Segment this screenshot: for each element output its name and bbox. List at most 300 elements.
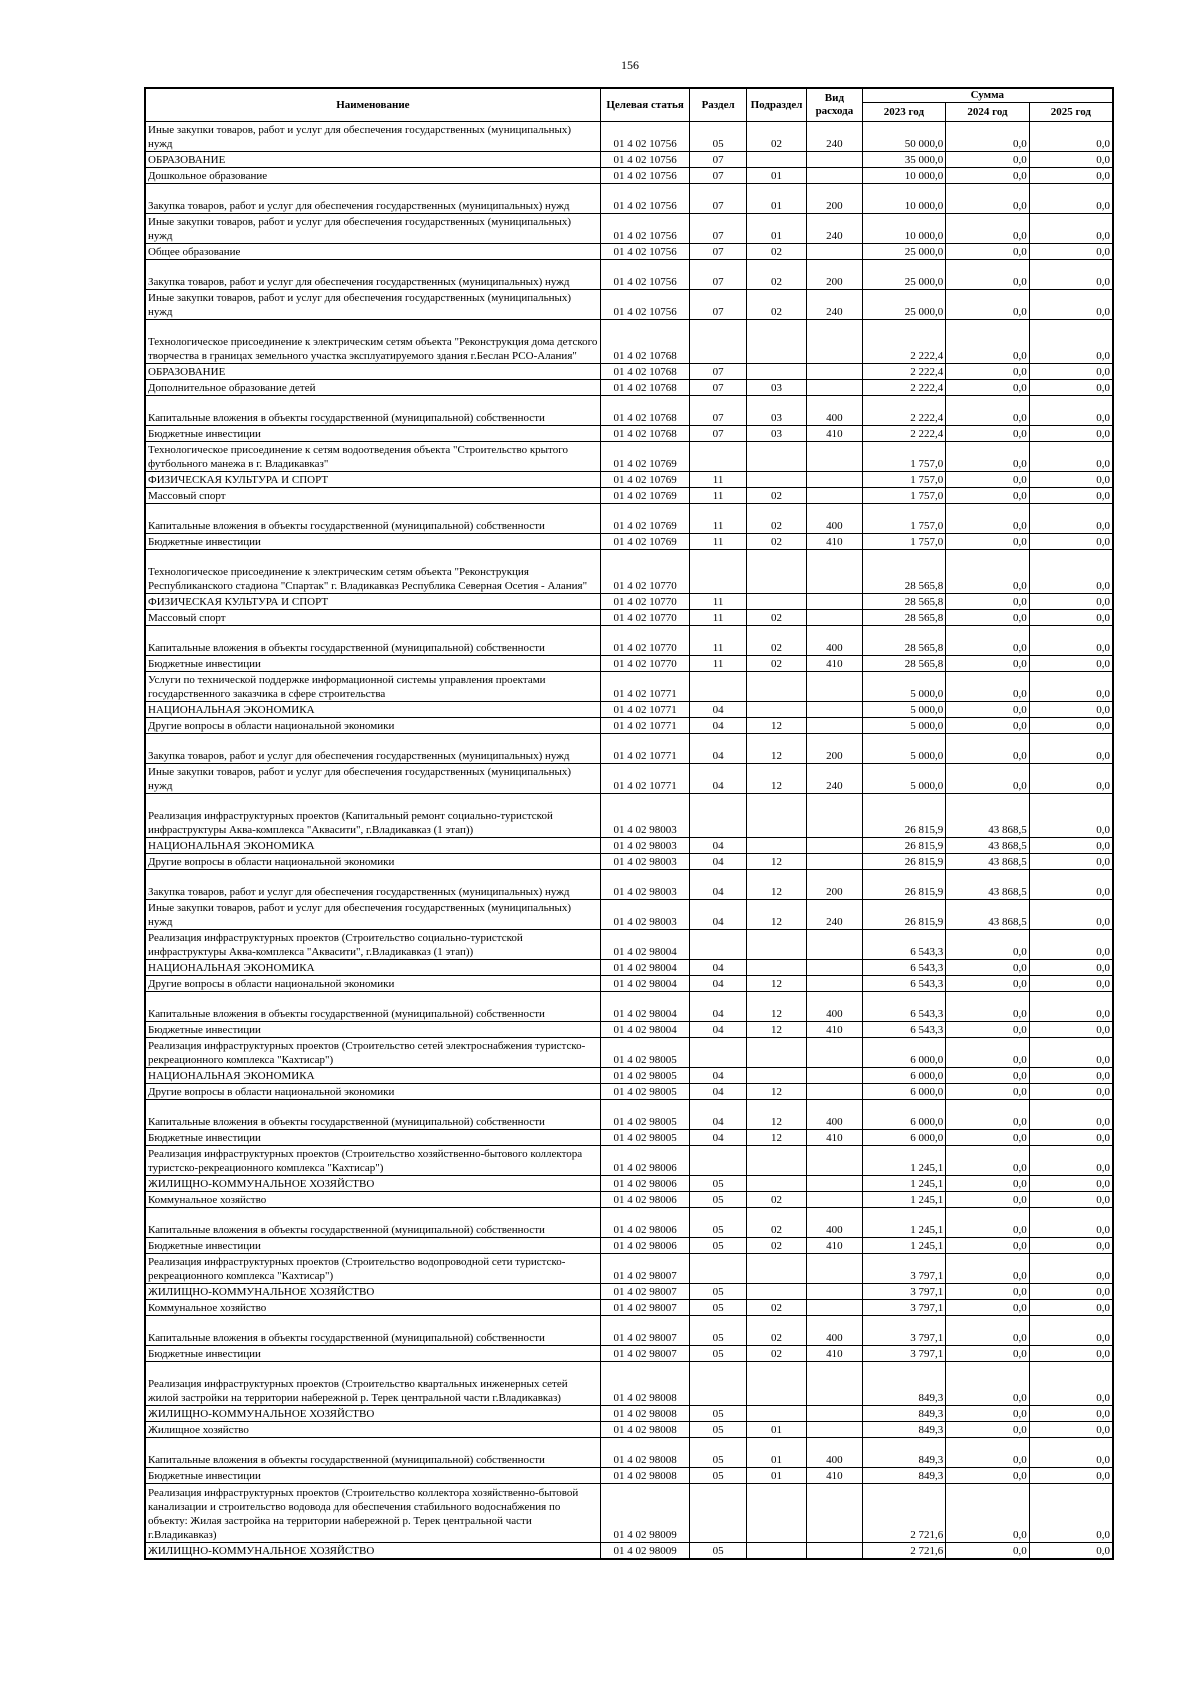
cell-amount-2025: 0,0: [1029, 472, 1113, 488]
cell-amount-2025: 0,0: [1029, 364, 1113, 380]
cell-subsection: 03: [746, 396, 806, 426]
cell-expense-type: [807, 1192, 862, 1208]
cell-name: Бюджетные инвестиции: [145, 1468, 600, 1484]
cell-expense-type: 200: [807, 184, 862, 214]
cell-section: 11: [690, 626, 746, 656]
cell-amount-2024: 0,0: [946, 534, 1030, 550]
cell-amount-2023: 35 000,0: [862, 152, 946, 168]
table-row: [145, 794, 1113, 838]
cell-section: 11: [690, 488, 746, 504]
cell-name: Капитальные вложения в объекты государственной (муниципальной) собственности: [145, 1316, 600, 1346]
cell-expense-type: [807, 488, 862, 504]
cell-target-article: 01 4 02 10768: [600, 320, 690, 364]
table-row: [145, 992, 1113, 1022]
table-row: [145, 900, 1113, 930]
cell-subsection: [746, 550, 806, 594]
cell-subsection: 02: [746, 1346, 806, 1362]
cell-amount-2024: 0,0: [946, 122, 1030, 152]
cell-amount-2023: 26 815,9: [862, 900, 946, 930]
cell-amount-2023: 5 000,0: [862, 734, 946, 764]
cell-target-article: 01 4 02 98005: [600, 1130, 690, 1146]
cell-name: Дополнительное образование детей: [145, 380, 600, 396]
cell-section: 04: [690, 992, 746, 1022]
cell-target-article: 01 4 02 10769: [600, 488, 690, 504]
header-section: Раздел: [690, 88, 746, 122]
cell-amount-2023: 6 000,0: [862, 1100, 946, 1130]
cell-subsection: [746, 594, 806, 610]
cell-amount-2025: 0,0: [1029, 184, 1113, 214]
cell-name: Иные закупки товаров, работ и услуг для обеспечения государственных (муниципальных) нужд: [145, 764, 600, 794]
cell-amount-2023: 3 797,1: [862, 1254, 946, 1284]
table-row: [145, 1468, 1113, 1484]
table-row: [145, 364, 1113, 380]
cell-section: 11: [690, 610, 746, 626]
cell-name: Жилищное хозяйство: [145, 1422, 600, 1438]
cell-amount-2023: 3 797,1: [862, 1346, 946, 1362]
cell-subsection: 12: [746, 1100, 806, 1130]
cell-subsection: 02: [746, 626, 806, 656]
cell-amount-2024: 43 868,5: [946, 838, 1030, 854]
cell-expense-type: [807, 976, 862, 992]
cell-name: ОБРАЗОВАНИЕ: [145, 364, 600, 380]
cell-name: Реализация инфраструктурных проектов (Строительство водопроводной сети туристско-рекреационного комплекса "Кахтисар"): [145, 1254, 600, 1284]
cell-amount-2023: 849,3: [862, 1406, 946, 1422]
cell-expense-type: [807, 930, 862, 960]
table-row: [145, 1084, 1113, 1100]
cell-section: 11: [690, 504, 746, 534]
cell-name: Дошкольное образование: [145, 168, 600, 184]
cell-name: Общее образование: [145, 244, 600, 260]
cell-expense-type: [807, 1422, 862, 1438]
cell-amount-2025: 0,0: [1029, 1022, 1113, 1038]
cell-expense-type: 400: [807, 1316, 862, 1346]
header-sum: Сумма: [862, 88, 1113, 103]
cell-amount-2023: 25 000,0: [862, 260, 946, 290]
cell-name: ЖИЛИЩНО-КОММУНАЛЬНОЕ ХОЗЯЙСТВО: [145, 1284, 600, 1300]
cell-subsection: 12: [746, 734, 806, 764]
cell-amount-2025: 0,0: [1029, 550, 1113, 594]
cell-section: 11: [690, 594, 746, 610]
cell-section: 07: [690, 426, 746, 442]
cell-subsection: [746, 472, 806, 488]
cell-name: Закупка товаров, работ и услуг для обеспечения государственных (муниципальных) нужд: [145, 184, 600, 214]
cell-amount-2023: 10 000,0: [862, 214, 946, 244]
cell-section: 11: [690, 534, 746, 550]
cell-amount-2023: 849,3: [862, 1468, 946, 1484]
table-body: [145, 122, 1113, 1560]
table-row: [145, 488, 1113, 504]
cell-amount-2024: 0,0: [946, 626, 1030, 656]
cell-amount-2023: 6 000,0: [862, 1130, 946, 1146]
table-row: [145, 870, 1113, 900]
cell-expense-type: [807, 244, 862, 260]
table-row: [145, 260, 1113, 290]
cell-subsection: 03: [746, 380, 806, 396]
cell-amount-2023: 2 222,4: [862, 364, 946, 380]
cell-target-article: 01 4 02 98008: [600, 1362, 690, 1406]
cell-target-article: 01 4 02 98006: [600, 1238, 690, 1254]
cell-target-article: 01 4 02 98008: [600, 1468, 690, 1484]
cell-name: Бюджетные инвестиции: [145, 1238, 600, 1254]
cell-amount-2023: 5 000,0: [862, 764, 946, 794]
cell-amount-2024: 0,0: [946, 1300, 1030, 1316]
cell-subsection: [746, 1543, 806, 1560]
cell-expense-type: 410: [807, 1130, 862, 1146]
cell-target-article: 01 4 02 10768: [600, 364, 690, 380]
cell-section: 05: [690, 1208, 746, 1238]
cell-expense-type: 200: [807, 870, 862, 900]
cell-target-article: 01 4 02 98007: [600, 1284, 690, 1300]
cell-expense-type: 400: [807, 504, 862, 534]
cell-amount-2024: 0,0: [946, 1192, 1030, 1208]
cell-subsection: 03: [746, 426, 806, 442]
cell-section: [690, 672, 746, 702]
table-row: [145, 702, 1113, 718]
cell-section: [690, 320, 746, 364]
cell-amount-2024: 0,0: [946, 1254, 1030, 1284]
table-row: [145, 960, 1113, 976]
cell-name: Иные закупки товаров, работ и услуг для обеспечения государственных (муниципальных) нужд: [145, 290, 600, 320]
cell-target-article: 01 4 02 10756: [600, 260, 690, 290]
cell-section: 04: [690, 900, 746, 930]
cell-name: Капитальные вложения в объекты государственной (муниципальной) собственности: [145, 1100, 600, 1130]
cell-name: Технологическое присоединение к электрическим сетям объекта "Реконструкция дома детского творчества в границах земельного участка эксплуатируемого здания г.Беслан РСО-Алания": [145, 320, 600, 364]
cell-amount-2024: 43 868,5: [946, 794, 1030, 838]
cell-subsection: 12: [746, 976, 806, 992]
cell-section: 07: [690, 168, 746, 184]
cell-target-article: 01 4 02 10756: [600, 122, 690, 152]
cell-amount-2025: 0,0: [1029, 594, 1113, 610]
cell-target-article: 01 4 02 98005: [600, 1038, 690, 1068]
cell-amount-2024: 0,0: [946, 764, 1030, 794]
cell-subsection: [746, 672, 806, 702]
table-row: [145, 764, 1113, 794]
table-row: [145, 214, 1113, 244]
cell-name: ЖИЛИЩНО-КОММУНАЛЬНОЕ ХОЗЯЙСТВО: [145, 1176, 600, 1192]
cell-amount-2023: 26 815,9: [862, 870, 946, 900]
table-row: [145, 930, 1113, 960]
cell-target-article: 01 4 02 98003: [600, 838, 690, 854]
cell-amount-2024: 0,0: [946, 976, 1030, 992]
cell-amount-2025: 0,0: [1029, 504, 1113, 534]
cell-section: 05: [690, 1468, 746, 1484]
cell-subsection: 02: [746, 610, 806, 626]
header-2025: 2025 год: [1029, 103, 1113, 122]
header-subsection: Подраздел: [746, 88, 806, 122]
cell-amount-2023: 1 757,0: [862, 504, 946, 534]
cell-amount-2024: 0,0: [946, 1022, 1030, 1038]
cell-amount-2024: 0,0: [946, 426, 1030, 442]
cell-expense-type: [807, 1543, 862, 1560]
cell-subsection: [746, 1038, 806, 1068]
table-row: [145, 1316, 1113, 1346]
cell-amount-2023: 2 222,4: [862, 396, 946, 426]
cell-section: [690, 1038, 746, 1068]
cell-target-article: 01 4 02 98008: [600, 1422, 690, 1438]
cell-amount-2025: 0,0: [1029, 1346, 1113, 1362]
cell-subsection: 12: [746, 764, 806, 794]
cell-name: Иные закупки товаров, работ и услуг для обеспечения государственных (муниципальных) нужд: [145, 122, 600, 152]
cell-amount-2024: 0,0: [946, 1208, 1030, 1238]
cell-amount-2023: 26 815,9: [862, 854, 946, 870]
cell-amount-2025: 0,0: [1029, 1438, 1113, 1468]
cell-amount-2024: 0,0: [946, 656, 1030, 672]
table-row: [145, 1362, 1113, 1406]
cell-amount-2023: 2 222,4: [862, 320, 946, 364]
cell-name: Коммунальное хозяйство: [145, 1192, 600, 1208]
cell-amount-2025: 0,0: [1029, 1284, 1113, 1300]
cell-target-article: 01 4 02 10756: [600, 214, 690, 244]
cell-subsection: [746, 1254, 806, 1284]
cell-name: Другие вопросы в области национальной экономики: [145, 718, 600, 734]
cell-amount-2025: 0,0: [1029, 976, 1113, 992]
cell-target-article: 01 4 02 10756: [600, 168, 690, 184]
cell-name: ОБРАЗОВАНИЕ: [145, 152, 600, 168]
cell-name: Капитальные вложения в объекты государственной (муниципальной) собственности: [145, 626, 600, 656]
cell-expense-type: 410: [807, 534, 862, 550]
cell-section: 04: [690, 1084, 746, 1100]
cell-amount-2023: 26 815,9: [862, 794, 946, 838]
cell-target-article: 01 4 02 10756: [600, 152, 690, 168]
cell-expense-type: 200: [807, 734, 862, 764]
cell-expense-type: 400: [807, 992, 862, 1022]
cell-target-article: 01 4 02 10770: [600, 550, 690, 594]
cell-amount-2025: 0,0: [1029, 764, 1113, 794]
table-row: [145, 396, 1113, 426]
cell-expense-type: [807, 320, 862, 364]
table-row: [145, 1100, 1113, 1130]
cell-section: 05: [690, 122, 746, 152]
cell-target-article: 01 4 02 98004: [600, 976, 690, 992]
cell-target-article: 01 4 02 98006: [600, 1176, 690, 1192]
cell-amount-2024: 0,0: [946, 244, 1030, 260]
cell-name: Другие вопросы в области национальной экономики: [145, 1084, 600, 1100]
cell-subsection: [746, 1146, 806, 1176]
table-row: [145, 184, 1113, 214]
cell-amount-2023: 10 000,0: [862, 184, 946, 214]
cell-target-article: 01 4 02 10771: [600, 672, 690, 702]
cell-amount-2024: 0,0: [946, 1130, 1030, 1146]
cell-name: Капитальные вложения в объекты государственной (муниципальной) собственности: [145, 504, 600, 534]
cell-subsection: 02: [746, 656, 806, 672]
cell-subsection: 12: [746, 1130, 806, 1146]
cell-amount-2023: 849,3: [862, 1362, 946, 1406]
cell-section: 07: [690, 290, 746, 320]
cell-amount-2024: 0,0: [946, 1543, 1030, 1560]
cell-name: Иные закупки товаров, работ и услуг для обеспечения государственных (муниципальных) нужд: [145, 214, 600, 244]
cell-amount-2025: 0,0: [1029, 1100, 1113, 1130]
cell-section: 05: [690, 1422, 746, 1438]
cell-amount-2025: 0,0: [1029, 718, 1113, 734]
cell-section: 07: [690, 244, 746, 260]
cell-subsection: [746, 320, 806, 364]
table-row: [145, 426, 1113, 442]
cell-expense-type: [807, 380, 862, 396]
cell-name: ЖИЛИЩНО-КОММУНАЛЬНОЕ ХОЗЯЙСТВО: [145, 1406, 600, 1422]
cell-subsection: 01: [746, 184, 806, 214]
table-row: [145, 976, 1113, 992]
cell-amount-2024: 43 868,5: [946, 854, 1030, 870]
cell-amount-2025: 0,0: [1029, 122, 1113, 152]
cell-name: ФИЗИЧЕСКАЯ КУЛЬТУРА И СПОРТ: [145, 594, 600, 610]
cell-name: Бюджетные инвестиции: [145, 1130, 600, 1146]
cell-section: 04: [690, 734, 746, 764]
cell-expense-type: 240: [807, 214, 862, 244]
cell-section: [690, 1484, 746, 1543]
cell-subsection: 12: [746, 900, 806, 930]
cell-target-article: 01 4 02 98003: [600, 794, 690, 838]
cell-subsection: 02: [746, 122, 806, 152]
cell-target-article: 01 4 02 98007: [600, 1346, 690, 1362]
table-row: [145, 610, 1113, 626]
cell-target-article: 01 4 02 10769: [600, 504, 690, 534]
cell-expense-type: [807, 1300, 862, 1316]
cell-subsection: 12: [746, 992, 806, 1022]
cell-name: НАЦИОНАЛЬНАЯ ЭКОНОМИКА: [145, 702, 600, 718]
table-row: [145, 734, 1113, 764]
header-target-article: Целевая статья: [600, 88, 690, 122]
cell-target-article: 01 4 02 10770: [600, 610, 690, 626]
cell-amount-2023: 28 565,8: [862, 594, 946, 610]
cell-amount-2025: 0,0: [1029, 290, 1113, 320]
cell-target-article: 01 4 02 10756: [600, 244, 690, 260]
header-2024: 2024 год: [946, 103, 1030, 122]
cell-target-article: 01 4 02 10769: [600, 442, 690, 472]
cell-subsection: [746, 442, 806, 472]
cell-target-article: 01 4 02 10771: [600, 702, 690, 718]
cell-amount-2024: 0,0: [946, 672, 1030, 702]
cell-expense-type: [807, 442, 862, 472]
cell-subsection: [746, 1362, 806, 1406]
cell-expense-type: 410: [807, 1468, 862, 1484]
cell-expense-type: 240: [807, 900, 862, 930]
cell-subsection: [746, 152, 806, 168]
cell-section: 05: [690, 1406, 746, 1422]
table-row: [145, 290, 1113, 320]
cell-expense-type: [807, 854, 862, 870]
cell-name: Закупка товаров, работ и услуг для обеспечения государственных (муниципальных) нужд: [145, 260, 600, 290]
cell-section: 07: [690, 260, 746, 290]
cell-name: Другие вопросы в области национальной экономики: [145, 976, 600, 992]
cell-subsection: [746, 794, 806, 838]
table-row: [145, 472, 1113, 488]
cell-amount-2023: 849,3: [862, 1438, 946, 1468]
cell-amount-2025: 0,0: [1029, 992, 1113, 1022]
cell-amount-2025: 0,0: [1029, 534, 1113, 550]
cell-subsection: 01: [746, 1468, 806, 1484]
cell-section: 04: [690, 870, 746, 900]
table-row: [145, 718, 1113, 734]
cell-expense-type: 400: [807, 1208, 862, 1238]
cell-amount-2024: 0,0: [946, 550, 1030, 594]
header-name: Наименование: [145, 88, 600, 122]
cell-amount-2025: 0,0: [1029, 626, 1113, 656]
cell-amount-2023: 1 757,0: [862, 442, 946, 472]
cell-expense-type: 400: [807, 1438, 862, 1468]
cell-subsection: 02: [746, 1192, 806, 1208]
cell-section: 05: [690, 1176, 746, 1192]
cell-name: ЖИЛИЩНО-КОММУНАЛЬНОЕ ХОЗЯЙСТВО: [145, 1543, 600, 1560]
table-row: [145, 838, 1113, 854]
cell-section: 04: [690, 976, 746, 992]
cell-amount-2025: 0,0: [1029, 656, 1113, 672]
cell-amount-2024: 0,0: [946, 1176, 1030, 1192]
cell-amount-2023: 3 797,1: [862, 1316, 946, 1346]
cell-amount-2025: 0,0: [1029, 702, 1113, 718]
cell-amount-2025: 0,0: [1029, 214, 1113, 244]
cell-section: [690, 930, 746, 960]
cell-amount-2023: 1 757,0: [862, 488, 946, 504]
cell-target-article: 01 4 02 10770: [600, 656, 690, 672]
cell-amount-2024: 0,0: [946, 488, 1030, 504]
cell-subsection: [746, 1484, 806, 1543]
cell-amount-2024: 0,0: [946, 1422, 1030, 1438]
table-row: [145, 1406, 1113, 1422]
cell-subsection: 02: [746, 260, 806, 290]
cell-name: Реализация инфраструктурных проектов (Строительство хозяйственно-бытового коллектора туристско-рекреационного комплекса "Кахтисар"): [145, 1146, 600, 1176]
header-2023: 2023 год: [862, 103, 946, 122]
cell-target-article: 01 4 02 10769: [600, 534, 690, 550]
cell-amount-2025: 0,0: [1029, 442, 1113, 472]
cell-amount-2025: 0,0: [1029, 672, 1113, 702]
cell-amount-2023: 1 245,1: [862, 1238, 946, 1254]
cell-name: ФИЗИЧЕСКАЯ КУЛЬТУРА И СПОРТ: [145, 472, 600, 488]
cell-expense-type: [807, 472, 862, 488]
cell-expense-type: 410: [807, 426, 862, 442]
cell-name: Капитальные вложения в объекты государственной (муниципальной) собственности: [145, 1208, 600, 1238]
cell-amount-2025: 0,0: [1029, 244, 1113, 260]
cell-subsection: 02: [746, 488, 806, 504]
cell-amount-2023: 1 245,1: [862, 1192, 946, 1208]
cell-amount-2023: 25 000,0: [862, 244, 946, 260]
cell-name: Бюджетные инвестиции: [145, 1022, 600, 1038]
cell-amount-2023: 1 245,1: [862, 1146, 946, 1176]
cell-amount-2025: 0,0: [1029, 426, 1113, 442]
cell-amount-2025: 0,0: [1029, 870, 1113, 900]
cell-subsection: 02: [746, 1316, 806, 1346]
cell-target-article: 01 4 02 98006: [600, 1192, 690, 1208]
cell-amount-2024: 0,0: [946, 152, 1030, 168]
table-row: [145, 1068, 1113, 1084]
cell-expense-type: [807, 550, 862, 594]
cell-amount-2025: 0,0: [1029, 1130, 1113, 1146]
cell-target-article: 01 4 02 10768: [600, 396, 690, 426]
cell-amount-2025: 0,0: [1029, 1543, 1113, 1560]
cell-target-article: 01 4 02 98005: [600, 1100, 690, 1130]
cell-target-article: 01 4 02 98004: [600, 992, 690, 1022]
table-row: [145, 854, 1113, 870]
cell-subsection: 02: [746, 1238, 806, 1254]
table-row: [145, 1208, 1113, 1238]
cell-amount-2024: 0,0: [946, 1468, 1030, 1484]
cell-name: Реализация инфраструктурных проектов (Строительство социально-туристской инфраструктуры Аква-комплекса "Аквасити", г.Владикавказ (1 этап)): [145, 930, 600, 960]
cell-amount-2023: 25 000,0: [862, 290, 946, 320]
cell-amount-2024: 0,0: [946, 1146, 1030, 1176]
cell-name: НАЦИОНАЛЬНАЯ ЭКОНОМИКА: [145, 838, 600, 854]
table-row: [145, 1284, 1113, 1300]
table-row: [145, 672, 1113, 702]
cell-expense-type: 410: [807, 656, 862, 672]
cell-amount-2024: 0,0: [946, 380, 1030, 396]
cell-amount-2024: 0,0: [946, 930, 1030, 960]
cell-subsection: 02: [746, 290, 806, 320]
cell-target-article: 01 4 02 98003: [600, 870, 690, 900]
cell-name: Капитальные вложения в объекты государственной (муниципальной) собственности: [145, 992, 600, 1022]
cell-section: 07: [690, 364, 746, 380]
cell-amount-2023: 6 543,3: [862, 992, 946, 1022]
cell-subsection: 01: [746, 1438, 806, 1468]
cell-expense-type: [807, 672, 862, 702]
